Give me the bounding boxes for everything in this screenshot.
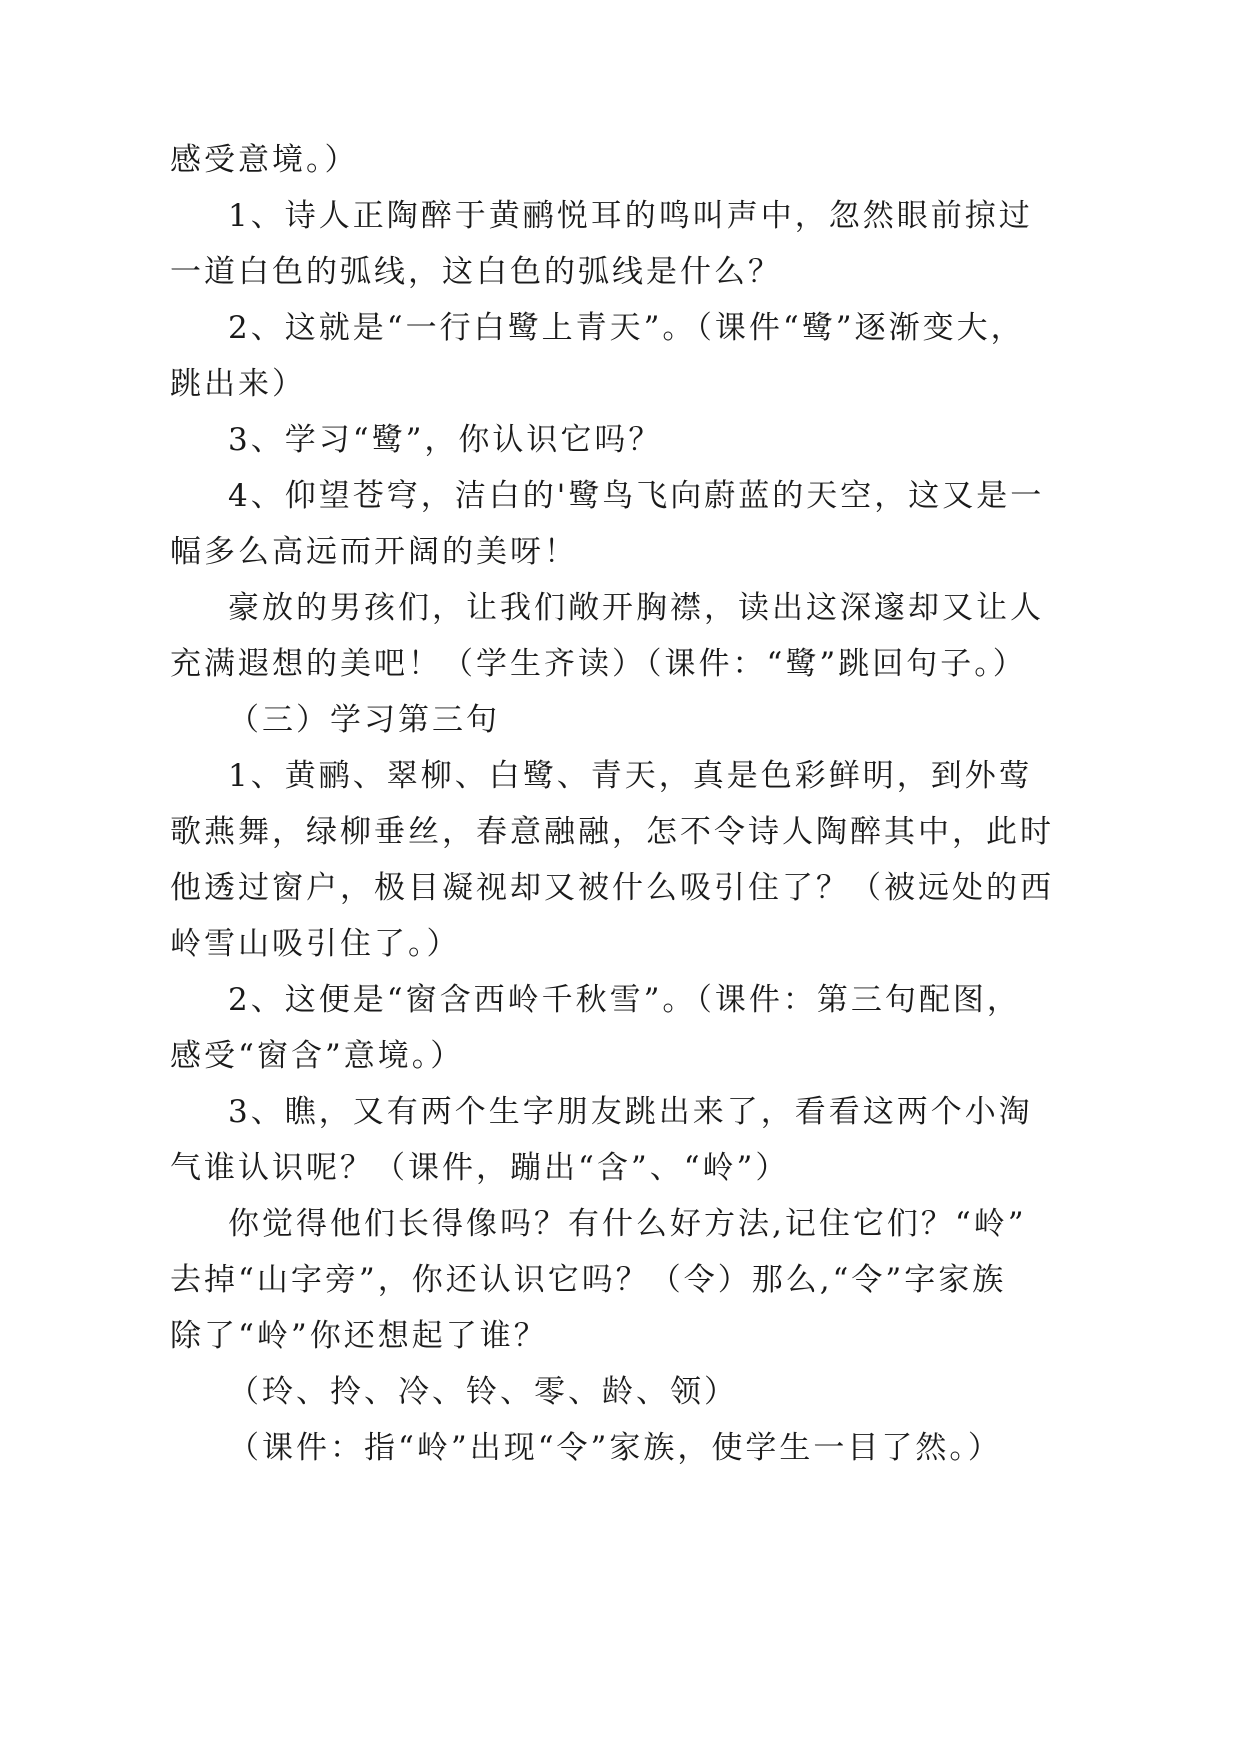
section-heading: （三）学习第三句 <box>228 702 500 738</box>
text-line: 2、这就是“一行白鹭上青天”。（课件“鹭”逐渐变大， <box>228 310 1025 346</box>
text-line: 除了“岭”你还想起了谁？ <box>170 1318 548 1354</box>
text-line: 气谁认识呢？（课件，蹦出“含”、“岭”） <box>170 1150 790 1186</box>
text-line: 你觉得他们长得像吗？有什么好方法,记住它们？“岭” <box>228 1206 1027 1242</box>
text-line: 充满遐想的美吧！（学生齐读）（课件：“鹭”跳回句子。） <box>170 646 1027 682</box>
text-line: 2、这便是“窗含西岭千秋雪”。（课件：第三句配图， <box>228 982 1021 1018</box>
text-line: 去掉“山字旁”，你还认识它吗？（令）那么,“令”字家族 <box>170 1262 1007 1298</box>
text-line: 感受意境。） <box>170 142 359 178</box>
text-line: 一道白色的弧线，这白色的弧线是什么？ <box>170 254 782 290</box>
text-line: 3、瞧，又有两个生字朋友跳出来了，看看这两个小淘 <box>228 1094 1033 1130</box>
text-line: 岭雪山吸引住了。） <box>170 926 461 962</box>
text-line: 他透过窗户，极目凝视却又被什么吸引住了？（被远处的西 <box>170 870 1054 906</box>
text-line: 跳出来） <box>170 366 306 402</box>
text-line: 幅多么高远而开阔的美呀！ <box>170 534 578 570</box>
text-line: （玲、拎、冷、铃、零、龄、领） <box>228 1374 738 1410</box>
text-line: 1、黄鹂、翠柳、白鹭、青天，真是色彩鲜明，到外莺 <box>228 758 1033 794</box>
text-line: 1、诗人正陶醉于黄鹂悦耳的鸣叫声中，忽然眼前掠过 <box>228 198 1033 234</box>
text-line: 感受“窗含”意境。） <box>170 1038 465 1074</box>
text-line: 3、学习“鹭”，你认识它吗？ <box>228 422 663 458</box>
text-line: （课件：指“岭”出现“令”家族，使学生一目了然。） <box>228 1430 1002 1466</box>
text-line: 4、仰望苍穹，洁白的'鹭鸟飞向蔚蓝的天空，这又是一 <box>228 478 1045 514</box>
text-line: 豪放的男孩们，让我们敞开胸襟，读出这深邃却又让人 <box>228 590 1044 626</box>
text-line: 歌燕舞，绿柳垂丝，春意融融，怎不令诗人陶醉其中，此时 <box>170 814 1054 850</box>
